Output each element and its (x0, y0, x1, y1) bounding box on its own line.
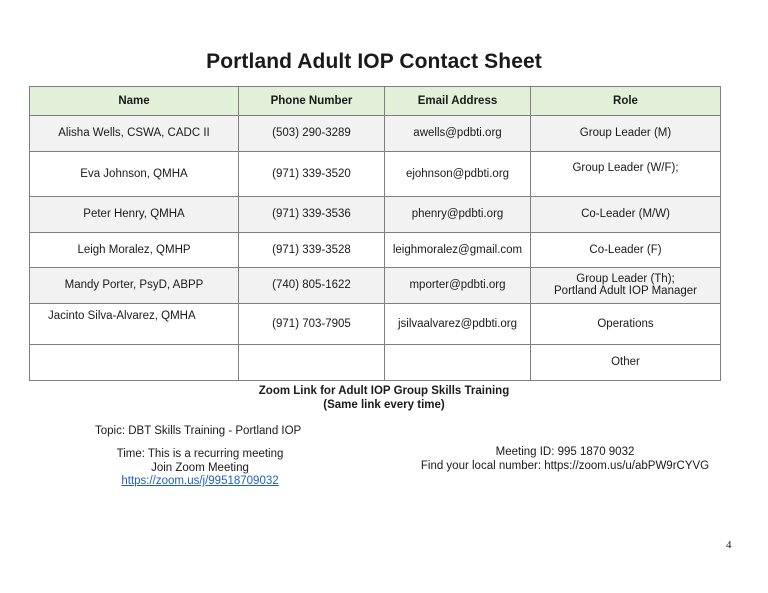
cell-phone: (971) 339-3528 (239, 232, 385, 268)
table-row (30, 116, 721, 152)
cell-role: Group Leader (W/F); (531, 151, 721, 197)
meeting-id: Meeting ID: 995 1870 9032 (495, 446, 635, 458)
local-number: Find your local number: https://zoom.us/u/abPW9rCYVG (420, 459, 710, 472)
cell-name: Peter Henry, QMHA (30, 197, 239, 233)
cell-role: Co-Leader (M/W) (531, 197, 721, 233)
zoom-meeting-link[interactable]: https://zoom.us/j/99518709032 (121, 475, 279, 487)
cell-name: Mandy Porter, PsyD, ABPP (30, 268, 239, 304)
cell-phone: (740) 805-1622 (239, 268, 385, 304)
cell-email: awells@pdbti.org (385, 116, 531, 152)
cell-email: mporter@pdbti.org (385, 268, 531, 304)
zoom-heading-block (0, 384, 768, 412)
zoom-heading: Zoom Link for Adult IOP Group Skills Training (258, 385, 510, 397)
cell-name: Alisha Wells, CSWA, CADC II (30, 116, 239, 152)
table-row (30, 268, 721, 304)
cell-role (531, 268, 721, 304)
cell-phone: (503) 290-3289 (239, 116, 385, 152)
cell-email: ejohnson@pdbti.org (385, 151, 531, 197)
table-row (30, 151, 721, 197)
cell-role: Other (531, 345, 721, 381)
table-row (30, 232, 721, 268)
meeting-id-block (410, 446, 720, 473)
meeting-topic: Topic: DBT Skills Training - Portland IOP (95, 425, 302, 437)
cell-phone: (971) 703-7905 (239, 303, 385, 345)
zoom-subheading: (Same link every time) (323, 399, 445, 411)
cell-email: jsilvaalvarez@pdbti.org (385, 303, 531, 345)
join-label: Join Zoom Meeting (151, 461, 249, 474)
column-header-role: Role (531, 87, 721, 116)
table-row (30, 197, 721, 233)
column-header-phone: Phone Number (239, 87, 385, 116)
cell-name: Jacinto Silva-Alvarez, QMHA (30, 303, 239, 345)
meeting-join-block (100, 448, 300, 489)
column-header-email: Email Address (385, 87, 531, 116)
cell-name: Leigh Moralez, QMHP (30, 232, 239, 268)
meeting-time: Time: This is a recurring meeting (116, 448, 284, 460)
cell-email: phenry@pdbti.org (385, 197, 531, 233)
cell-email: leighmoralez@gmail.com (385, 232, 531, 268)
cell-role-line: Portland Adult IOP Manager (554, 285, 697, 298)
cell-phone: (971) 339-3520 (239, 151, 385, 197)
cell-role: Operations (531, 303, 721, 345)
cell-name: Eva Johnson, QMHA (30, 151, 239, 197)
cell-email (385, 345, 531, 381)
table-row (30, 303, 721, 345)
cell-role-line: Group Leader (Th); (576, 273, 675, 286)
cell-phone: (971) 339-3536 (239, 197, 385, 233)
table-header-row (30, 87, 721, 116)
page-number: 4 (726, 539, 732, 551)
table-row (30, 345, 721, 381)
column-header-name: Name (30, 87, 239, 116)
cell-phone (239, 345, 385, 381)
contact-table (29, 86, 721, 381)
cell-role: Group Leader (M) (531, 116, 721, 152)
cell-name (30, 345, 239, 381)
cell-role: Co-Leader (F) (531, 232, 721, 268)
page-title: Portland Adult IOP Contact Sheet (206, 50, 542, 73)
